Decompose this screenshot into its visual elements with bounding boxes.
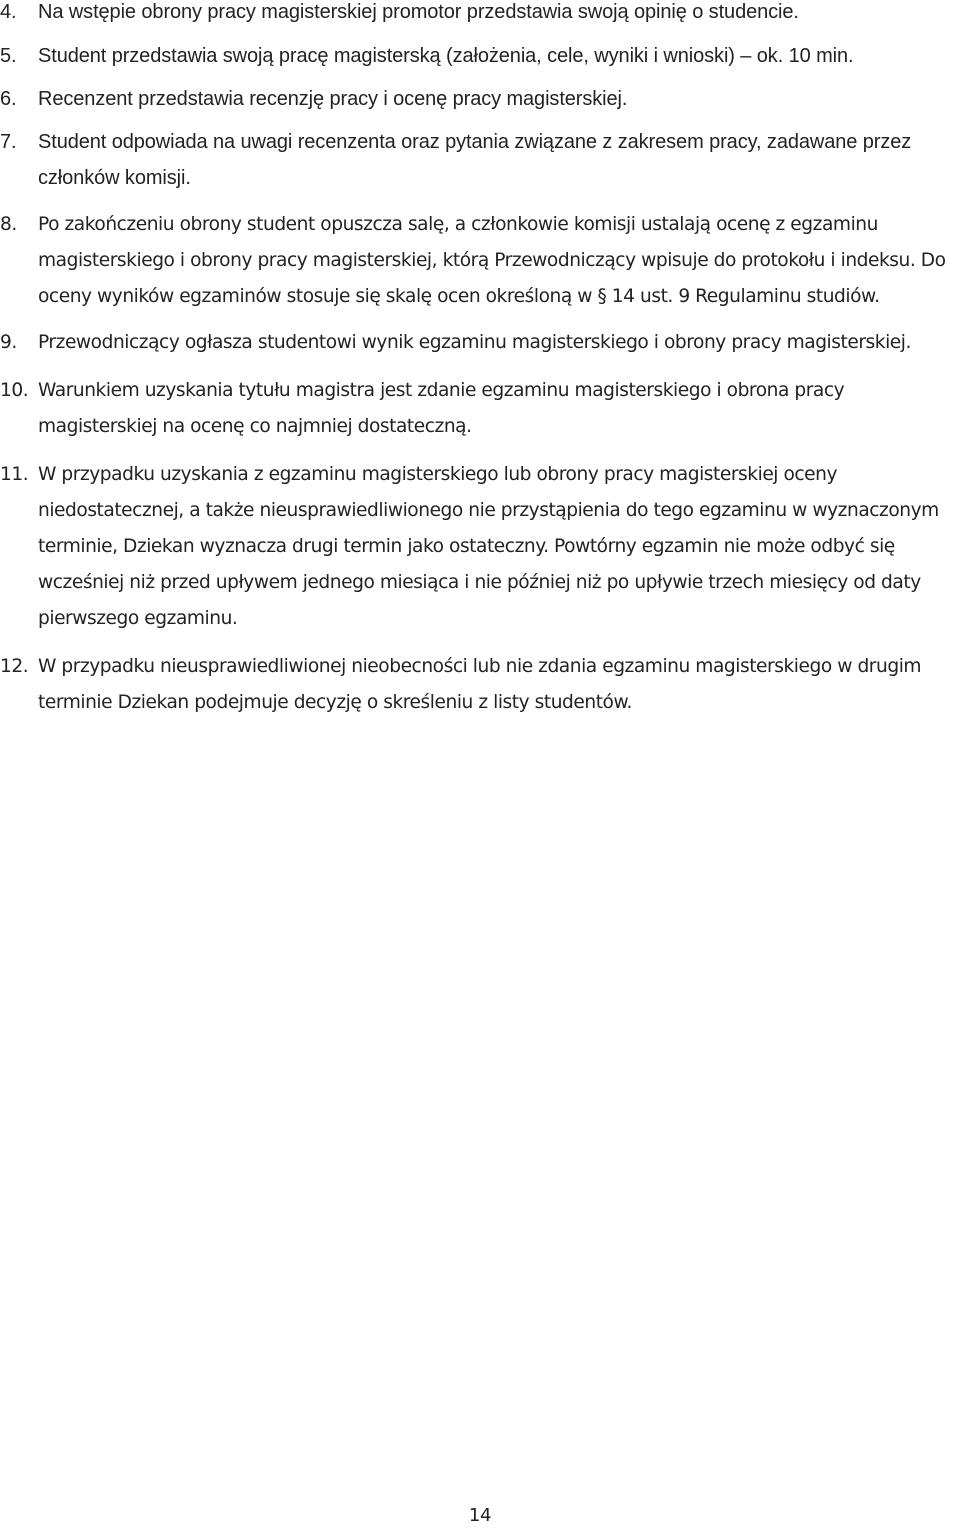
item-text: W przypadku nieusprawiedliwionej nieobecności lub nie zdania egzaminu magisterskiego w drugim terminie Dziekan podejmuje decyzję o skreśleniu z listy studentów.	[38, 656, 922, 713]
item-text: Student odpowiada na uwagi recenzenta oraz pytania związane z zakresem pracy, zadawane przez członków komisji.	[38, 131, 912, 189]
list-item	[0, 81, 960, 117]
list-item	[0, 325, 960, 361]
item-number: 12.	[0, 656, 29, 677]
item-number: 9.	[0, 332, 17, 353]
item-number: 7.	[0, 131, 17, 153]
item-text: Warunkiem uzyskania tytułu magistra jest zdanie egzaminu magisterskiego i obrona pracy magisterskiej na ocenę co najmniej dostateczną.	[38, 380, 845, 437]
item-number: 4.	[0, 1, 17, 23]
list-item	[0, 0, 960, 30]
item-number: 10.	[0, 380, 29, 401]
page-number: 14	[468, 1505, 492, 1526]
item-text: Przewodniczący ogłasza studentowi wynik egzaminu magisterskiego i obrony pracy magisterskiej.	[38, 332, 911, 353]
item-text: Po zakończeniu obrony student opuszcza salę, a członkowie komisji ustalają ocenę z egzaminu magisterskiego i obrony pracy magisterskiej, którą Przewodniczący wpisuje do protokołu i indeksu. Do oceny wyników egzaminów stosuje się skalę ocen określoną w § 14 ust. 9 Regulaminu studiów.	[38, 214, 946, 307]
item-text: Na wstępie obrony pracy magisterskiej promotor przedstawia swoją opinię o studencie.	[38, 1, 799, 23]
list-item	[0, 124, 960, 196]
item-number: 6.	[0, 88, 17, 110]
item-text: Student przedstawia swoją pracę magisterską (założenia, cele, wyniki i wnioski) – ok. 10 min.	[38, 45, 854, 67]
list-item	[0, 373, 960, 445]
list-item	[0, 649, 960, 721]
item-number: 8.	[0, 214, 17, 235]
item-number: 11.	[0, 464, 29, 485]
list-item	[0, 38, 960, 74]
item-text: W przypadku uzyskania z egzaminu magisterskiego lub obrony pracy magisterskiej oceny niedostatecznej, a także nieusprawiedliwionego nie przystąpienia do tego egzaminu w wyznaczonym terminie, Dziekan wyznacza drugi termin jako ostateczny. Powtórny egzamin nie może odbyć się wcześniej niż przed upływem jednego miesiąca i nie później niż po upływie trzech miesięcy od daty pierwszego egzaminu.	[38, 464, 939, 629]
procedure-list	[0, 0, 960, 721]
list-item	[0, 207, 960, 315]
item-number: 5.	[0, 45, 17, 67]
item-text: Recenzent przedstawia recenzję pracy i ocenę pracy magisterskiej.	[38, 88, 628, 110]
list-item	[0, 457, 960, 637]
